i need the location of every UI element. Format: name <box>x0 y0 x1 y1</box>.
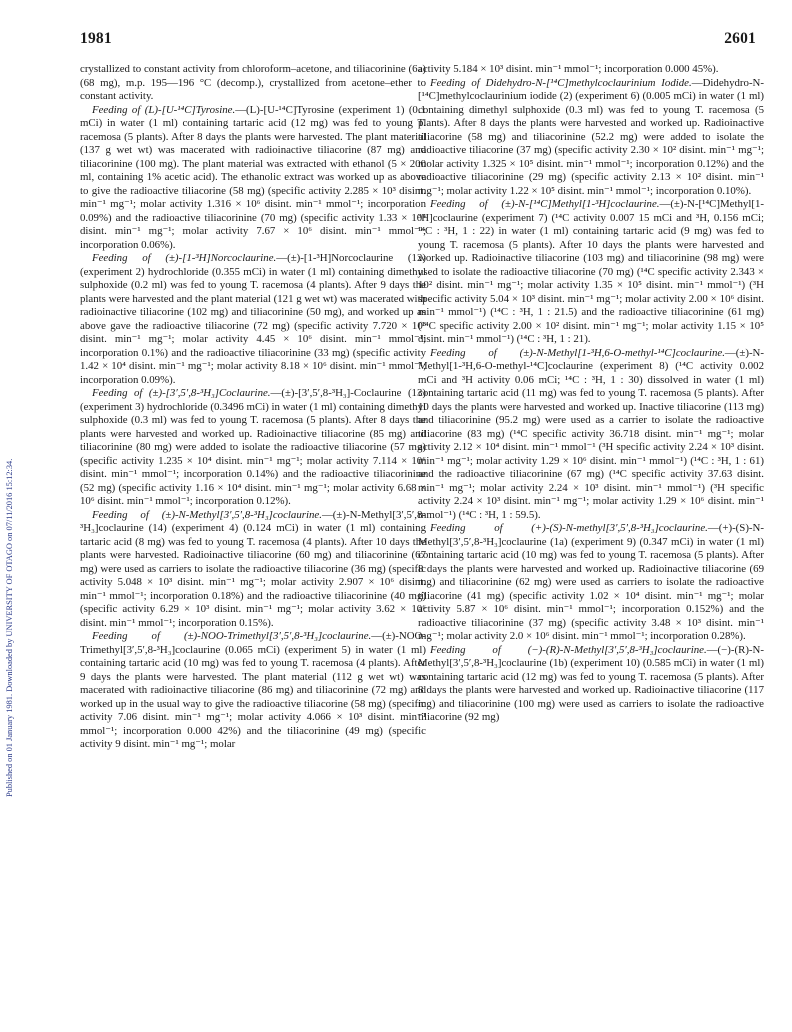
paragraph-text: —(+)-(S)-N-Methyl[3′,5′,8-³H₃]coclaurine (1a) (experiment 9) (0.347 mCi) in water (1 ml) containing tartaric acid (10 mg) was fed to young T. racemosa (5 plants). After 8 days the plants were harvested and worked up. Radioinactive tiliacorine (69 mg) and tiliacorinine (62 mg) were used as carriers to isolate the radioactive tiliacorine (41 mg) (specific activity 1.02 × 10⁴ disint. min⁻¹ mg⁻¹; molar activity 5.87 × 10⁶ disint. min⁻¹ mmol⁻¹; incorporation 0.152%) and the radioactive tiliacorinine (37 mg) (specific activity 3.48 × 10³ disint. min⁻¹ mg⁻¹; molar activity 2.0 × 10⁶ disint. min⁻¹ mmol⁻¹; incorporation 0.28%). <box>418 522 764 642</box>
paragraph-heading: Feeding of (±)-NOO-Trimethyl[3′,5′,8-³H₃]coclaurine. <box>92 630 372 642</box>
paragraph-text: —(±)-NOO-Trimethyl[3′,5′,8-³H₃]coclaurine (0.065 mCi) (experiment 5) in water (1 ml) containing tartaric acid (10 mg) was fed to young T. racemosa (4 plants). After 9 days the plants were harvested. The plant material (112 g wet wt) was macerated with radioinactive tiliacorine (86 mg) and tiliacorinine (72 mg) and worked up in the usual way to give the radioactive tiliacorine (58 mg) (specific activity 7.06 disint. min⁻¹ mg⁻¹; molar activity 4.066 × 10³ disint. min⁻¹ mmol⁻¹; incorporation 0.000 42%) and the tiliacorinine (49 mg) (specific activity 9 disint. min⁻¹ mg⁻¹; molar <box>80 630 426 750</box>
paragraph-heading: Feeding of (+)-(S)-N-methyl[3′,5′,8-³H₃]coclaurine. <box>430 522 708 534</box>
left-column <box>80 63 426 752</box>
paragraph-text: —(−)-(R)-N-Methyl[3′,5′,8-³H₃]coclaurine (1b) (experiment 10) (0.585 mCi) in water (1 ml) containing tartaric acid (12 mg) was fed to young T. racemosa (5 plants). After 8 days the plants were harvested and worked up. Radioinactive tiliacorine (117 mg) and tiliacorinine (100 mg) were used as carriers to isolate the radioactive tiliacorine (92 mg) <box>418 643 764 723</box>
paragraph-heading: Feeding of Didehydro-N-[¹⁴C]methylcoclaurinium Iodide. <box>430 76 692 89</box>
paragraph-text: —(±)-[1-³H]Norcoclaurine (12) (experiment 2) hydrochloride (0.355 mCi) in water (1 ml) containing dimethyl sulphoxide (0.2 ml) was fed to young T. racemosa (4 plants). After 9 days the plants were harvested and the plant material (121 g wet wt) was macerated with radioinactive tiliacorine (102 mg) and tiliacorinine (50 mg), and worked up as above gave the radioactive tiliacorine (72 mg) (specific activity 7.720 × 10³ disint. min⁻¹ mg⁻¹; molar activity 4.45 × 10⁶ disint. min⁻¹ mmol⁻¹; incorporation 0.1%) and the radioactive tiliacorinine (33 mg) (specific activity 1.42 × 10⁴ disint. min⁻¹ mg⁻¹; molar activity 8.18 × 10⁶ disint. min⁻¹ mmol⁻¹; incorporation 0.09%). <box>80 252 426 386</box>
page-number: 2601 <box>724 30 756 47</box>
paragraph <box>418 63 764 77</box>
download-watermark-text: Published on 01 January 1981. Downloaded by UNIVERSITY OF OTAGO on 07/11/2016 15:12:34. <box>5 458 14 797</box>
paragraph-text: activity 5.184 × 10³ disint. min⁻¹ mmol⁻¹; incorporation 0.000 45%). <box>418 63 719 75</box>
paragraph-heading: Feeding of (−)-(R)-N-Methyl[3′,5′,8-³H₃]coclaurine. <box>430 643 707 656</box>
paragraph <box>80 63 426 104</box>
paragraph-text: —(±)-N-Methyl[3′,5′,8-³H₃]coclaurine (14) (experiment 4) (0.124 mCi) in water (1 ml) containing tartaric acid (8 mg) was fed to young T. racemosa (4 plants). After 10 days the plants were harvested. Radioinactive tiliacorine (60 mg) and tiliacorinine (67 mg) were used as carriers to isolate the radioactive tiliacorine (36 mg) (specific activity 5.048 × 10³ disint. min⁻¹ mg⁻¹; molar activity 2.907 × 10⁶ disint. min⁻¹ mmol⁻¹; incorporation 0.18%) and the radioactive tiliacorinine (40 mg) (specific activity 6.29 × 10³ disint. min⁻¹ mg⁻¹; molar activity 3.62 × 10⁶ disint. min⁻¹ mmol⁻¹; incorporation 0.15%). <box>80 508 426 629</box>
paragraph <box>80 630 426 752</box>
paragraph <box>80 387 426 509</box>
paragraph <box>80 104 426 253</box>
right-column <box>418 63 764 725</box>
paragraph-text: —(±)-N-[¹⁴C]Methyl[1-³H]coclaurine (experiment 7) (¹⁴C activity 0.007 15 mCi and ³H, 0.156 mCi; ¹⁴C : ³H, 1 : 22) in water (1 ml) containing tartaric acid (9 mg) was fed to young T. racemosa (5 plants). After 10 days the plants were harvested and worked up. Radioinactive tiliacorine (103 mg) and tiliacorinine (98 mg) were used to isolate the radioactive tiliacorine (70 mg) (¹⁴C specific activity 2.343 × 10² disint. min⁻¹ mg⁻¹; molar activity 1.35 × 10⁵ disint. min⁻¹ mmol⁻¹) (³H specific activity 5.04 × 10³ disint. min⁻¹ mg⁻¹; molar activity 2.00 × 10⁶ disint. min⁻¹ mmol⁻¹) (¹⁴C : ³H, 1 : 21.5) and the radioactive tiliacorinine (61 mg) (¹⁴C specific activity 2.00 × 10² disint. min⁻¹ mg⁻¹; molar activity 1.15 × 10⁵ disint. min⁻¹ mmol⁻¹) (¹⁴C : ³H, 1 : 21). <box>418 198 764 345</box>
paragraph-text: —(±)-[3′,5′,8-³H₃]-Coclaurine (13) (experiment 3) hydrochloride (0.3496 mCi) in water (1 ml) containing dimethyl sulphoxide (0.3 ml) was fed to young T. racemosa (5 plants). After 8 days the plants were harvested and worked up. Radioinactive tiliacorine (85 mg) and tiliacorinine (80 mg) were added to isolate the radioactive tiliacorine (57 mg) (specific activity 1.235 × 10⁴ disint. min⁻¹ mg⁻¹; molar activity 7.114 × 10⁶ disint. min⁻¹ mmol⁻¹; incorporation 0.14%) and the radioactive tiliacorinine (52 mg) (specific activity 1.16 × 10⁴ disint. min⁻¹ mg⁻¹; molar activity 6.68 × 10⁶ disint. min⁻¹ mmol⁻¹; incorporation 0.12%). <box>80 387 427 507</box>
download-watermark <box>5 142 17 797</box>
paragraph <box>418 77 764 199</box>
paragraph-heading: Feeding of (±)-[3′,5′,8-³H₃]Coclaurine. <box>92 387 271 399</box>
paragraph-heading: Feeding of (±)-N-Methyl[3′,5′,8-³H₃]coclaurine. <box>92 508 322 521</box>
paragraph <box>418 347 764 523</box>
paragraph <box>418 198 764 347</box>
paragraph-heading: Feeding of (±)-[1-³H]Norcoclaurine. <box>92 252 277 264</box>
paragraph-heading: Feeding of (±)-N-[¹⁴C]Methyl[1-³H]coclaurine. <box>430 198 660 210</box>
paragraph-heading: Feeding of (±)-N-Methyl[1-³H,6-O-methyl-¹⁴C]coclaurine. <box>430 346 725 359</box>
paragraph-text: —Didehydro-N-[¹⁴C]methylcoclaurinium iodide (2) (experiment 6) (0.005 mCi) in water (1 ml) containing dimethyl sulphoxide (0.3 ml) was fed to young T. racemosa (5 plants). After 8 days the plants were harvested and worked up. Radioinactive tiliacorine (58 mg) and tiliacorinine (52.2 mg) were added to isolate the radioactive tiliacorine (37 mg) (specific activity 2.30 × 10² disint. min⁻¹ mg⁻¹; molar activity 1.325 × 10⁵ disint. min⁻¹ mmol⁻¹; incorporation 0.12%) and the radioactive tiliacorinine (29 mg) (specific activity 2.13 × 10² disint. min⁻¹ mg⁻¹; molar activity 1.22 × 10⁵ disint. min⁻¹ mmol⁻¹; incorporation 0.10%). <box>418 76 764 197</box>
paragraph-text: —(±)-N-Methyl[1-³H,6-O-methyl-¹⁴C]coclaurine (experiment 8) (¹⁴C activity 0.002 mCi and ³H activity 0.06 mCi; ¹⁴C : ³H, 1 : 30) dissolved in water (1 ml) containing tartaric acid (11 mg) was fed to young T. racemosa (5 plants). After 10 days the plants were harvested and worked up. Inactive tiliacorine (113 mg) and tiliacorinine (95.2 mg) were used as a carrier to isolate the radioactive tiliacorine (83 mg) (¹⁴C specific activity 36.718 disint. min⁻¹ mg⁻¹; molar activity 2.12 × 10⁴ disint. min⁻¹ mmol⁻¹ (³H specific activity 2.24 × 10³ disint. min⁻¹ mg⁻¹; molar activity 1.29 × 10⁶ disint. min⁻¹ mmol⁻¹) (¹⁴C : ³H, 1 : 61) and the radioactive tiliacorinine (67 mg) (¹⁴C specific activity 37.63 disint. min⁻¹ mg⁻¹; molar activity 2.24 × 10³ disint. min⁻¹ mmol⁻¹) (³H specific activity 2.24 × 10³ disint. min⁻¹ mg⁻¹; molar activity 1.29 × 10⁶ disint. min⁻¹ mmol⁻¹) (¹⁴C : ³H, 1 : 59.5). <box>418 346 764 521</box>
paragraph <box>80 509 426 631</box>
paragraph-heading: Feeding of (L)-[U-¹⁴C]Tyrosine. <box>92 103 236 116</box>
paragraph <box>80 252 426 387</box>
paragraph-text: —(L)-[U-¹⁴C]Tyrosine (experiment 1) (0.1 mCi) in water (1 ml) containing tartaric acid (12 mg) was fed to young T. racemosa (5 plants). After 8 days the plants were harvested. The plant material (137 g wet wt) was macerated with radioinactive tiliacorine (87 mg) and tiliacorinine (100 mg). The plant material was extracted with ethanol (5 × 200 ml, containing 1% acetic acid). The ethanolic extract was worked up as above to give the radioactive tiliacorine (58 mg) (specific activity 2.285 × 10³ disint. min⁻¹ mg⁻¹; molar activity 1.316 × 10⁶ disint. min⁻¹ mmol⁻¹; incorporation 0.09%) and the radioactive tiliacorinine (70 mg) (specific activity 1.33 × 10⁴ disint. min⁻¹ mg⁻¹; molar activity 7.67 × 10⁶ disint. min⁻¹ mmol⁻¹; incorporation 0.06%). <box>80 103 426 251</box>
paragraph-text: crystallized to constant activity from chloroform–acetone, and tiliacorinine (6a) (68 mg), m.p. 195—196 °C (decomp.), crystallized from acetone–ether to constant activity. <box>80 63 426 102</box>
journal-year: 1981 <box>80 30 112 47</box>
paragraph <box>418 522 764 644</box>
paragraph <box>418 644 764 725</box>
